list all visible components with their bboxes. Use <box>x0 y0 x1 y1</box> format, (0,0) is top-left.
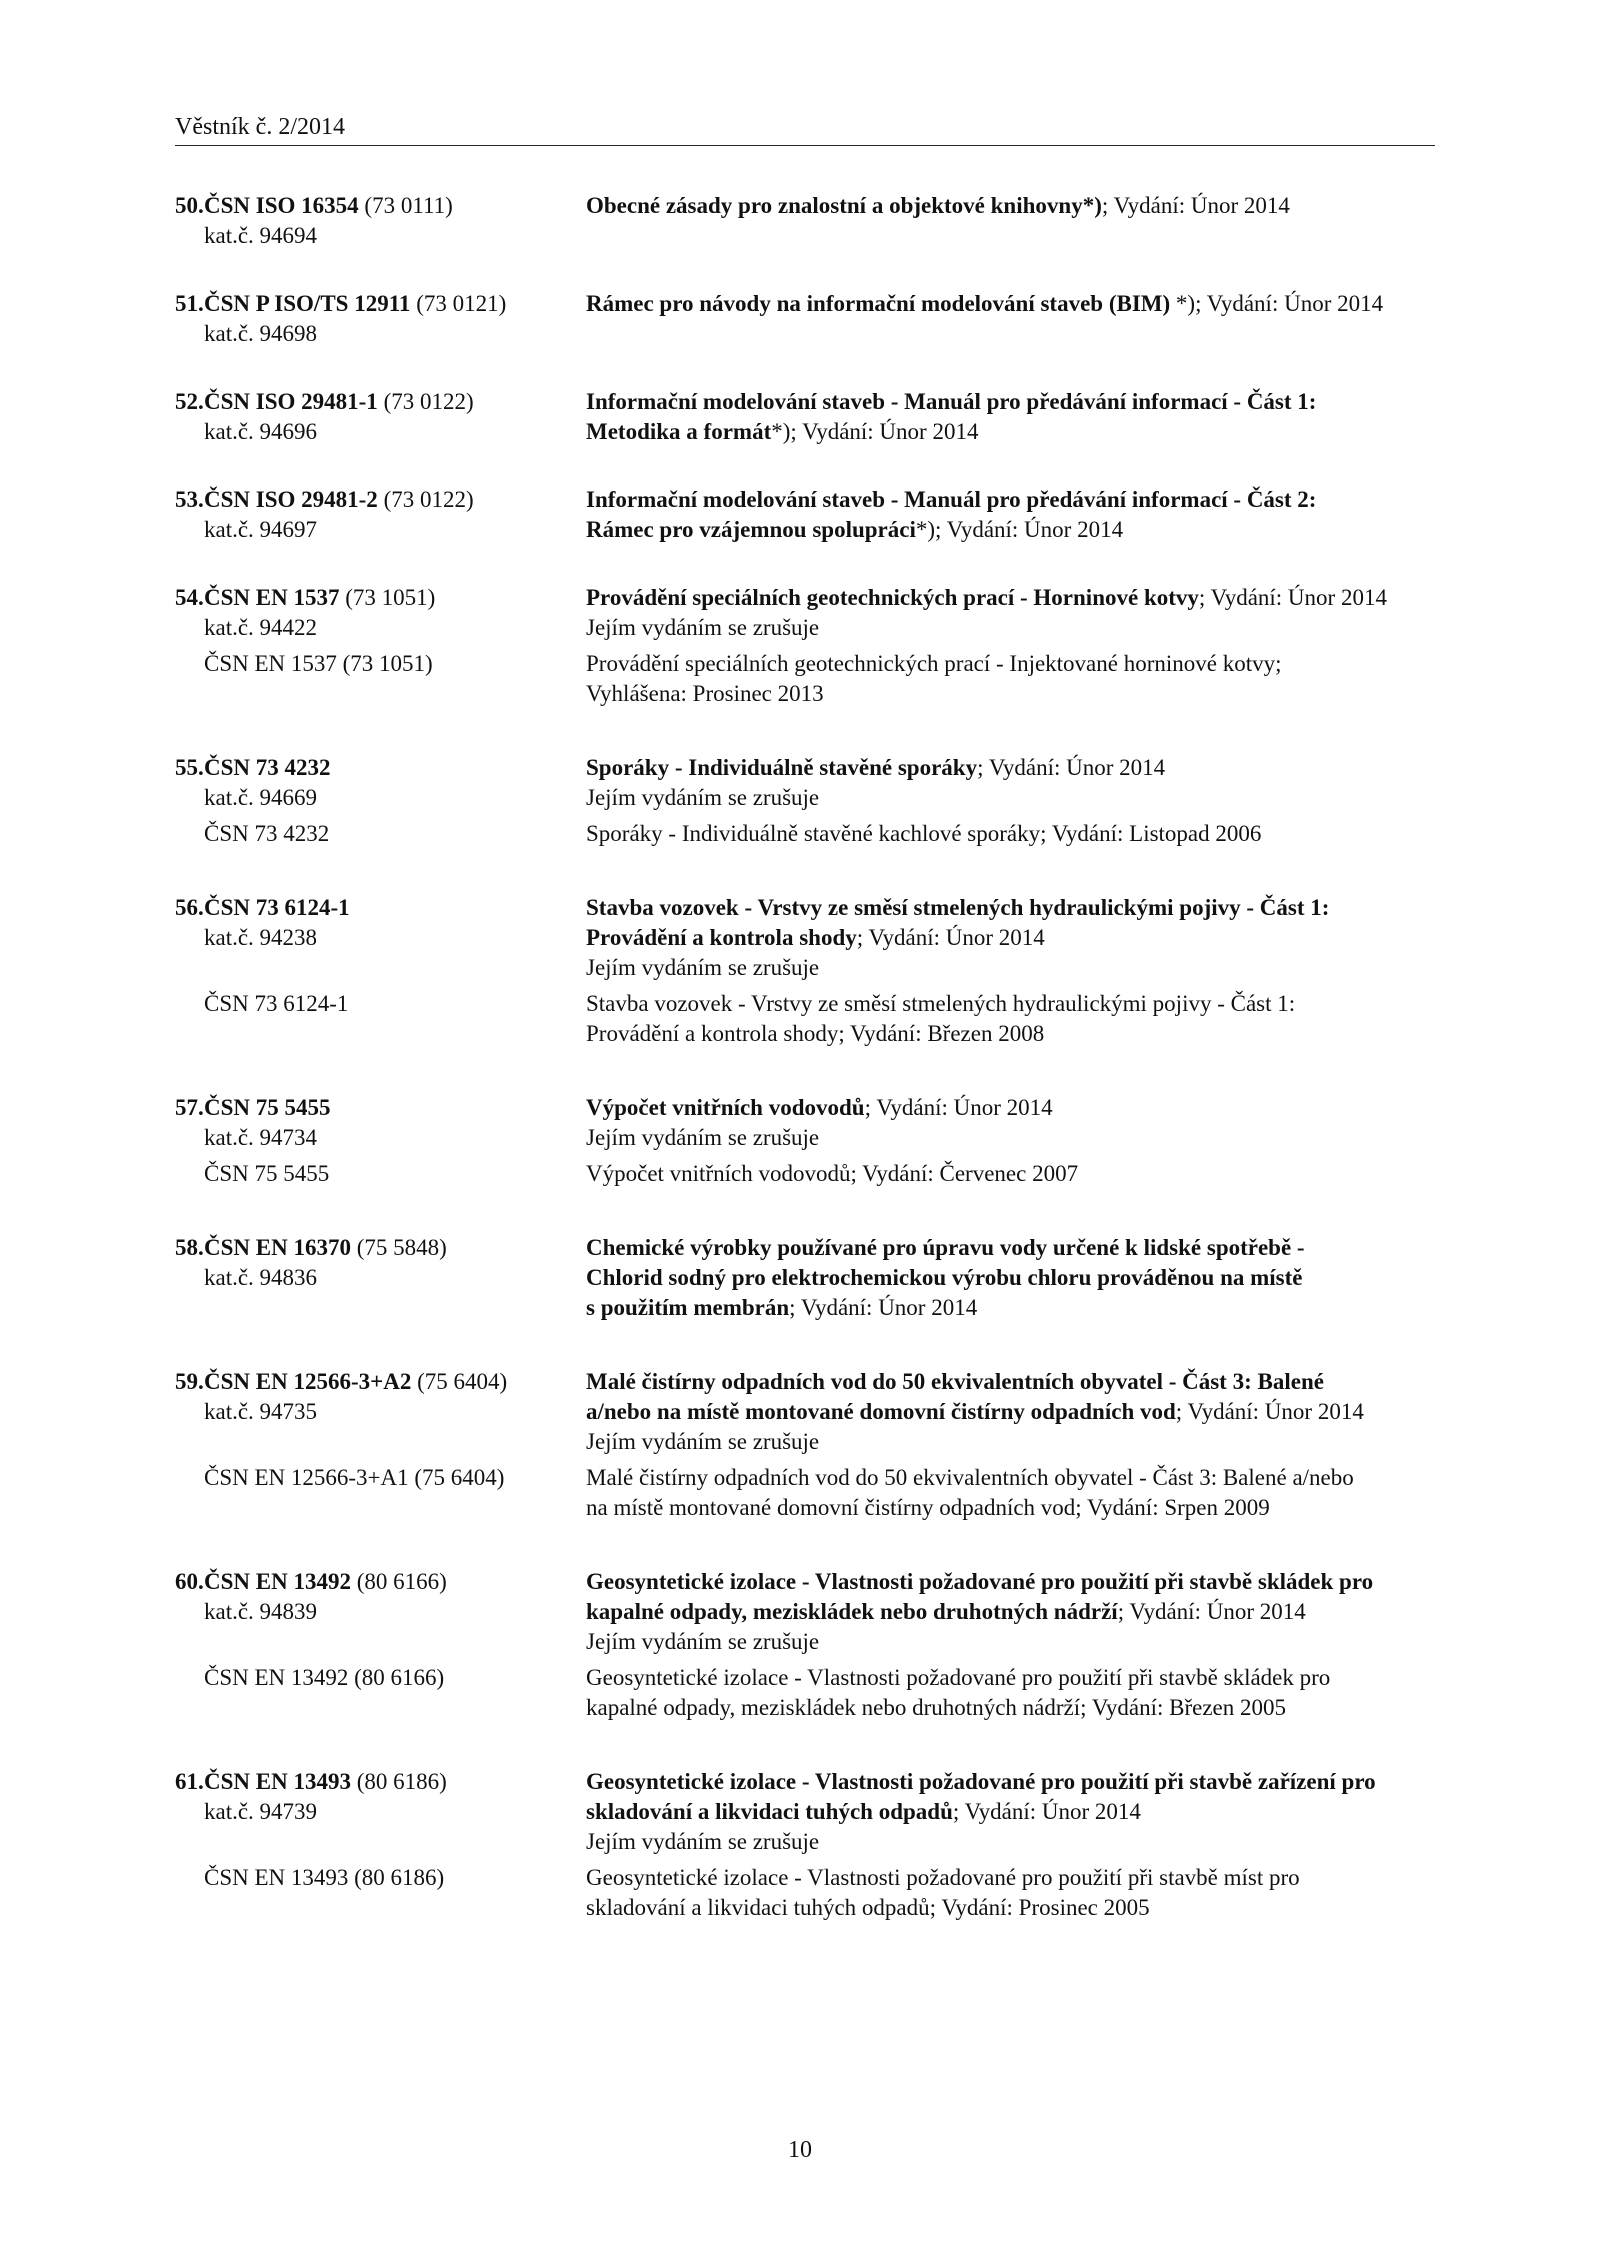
replaced-standard-title: Provádění a kontrola shody; Vydání: Březen 2008 <box>586 1021 1045 1046</box>
issue-date: ; Vydání: Únor 2014 <box>977 755 1166 780</box>
standard-code: ČSN ISO 16354 <box>204 193 359 218</box>
standard-code: ČSN ISO 29481-1 <box>204 389 378 414</box>
standard-title: Provádění a kontrola shody <box>586 925 857 950</box>
entry-number: 60. <box>175 1569 204 1594</box>
replaced-standard-title: Geosyntetické izolace - Vlastnosti požadované pro použití při stavbě míst pro <box>586 1865 1300 1890</box>
standard-classification: (73 1051) <box>339 585 436 610</box>
replaced-standard-code: ČSN 73 6124-1 <box>204 991 349 1016</box>
cancels-note: Jejím vydáním se zrušuje <box>586 955 820 980</box>
standard-entry <box>175 1367 1445 1523</box>
catalog-number: kat.č. 94697 <box>204 517 318 542</box>
standard-entry <box>175 289 1445 349</box>
replaced-standard <box>175 649 1445 709</box>
issue-date: ; Vydání: Únor 2014 <box>952 1799 1141 1824</box>
standard-code: ČSN ISO 29481-2 <box>204 487 378 512</box>
standard-entry <box>175 753 1445 849</box>
replaced-standard-code: ČSN 73 4232 <box>204 821 330 846</box>
standard-classification: (75 5848) <box>350 1235 447 1260</box>
standard-entry <box>175 893 1445 1049</box>
issue-date: ; Vydání: Únor 2014 <box>1117 1599 1306 1624</box>
replaced-standard-title: na místě montované domovní čistírny odpadních vod; Vydání: Srpen 2009 <box>586 1495 1270 1520</box>
cancels-note: Jejím vydáním se zrušuje <box>586 1829 820 1854</box>
replaced-standard-title: Provádění speciálních geotechnických prací - Injektované horninové kotvy; <box>586 651 1282 676</box>
journal-header <box>175 112 1435 146</box>
standard-title-line <box>586 1397 1445 1427</box>
standard-classification: (73 0111) <box>358 193 453 218</box>
standard-title: Sporáky - Individuálně stavěné sporáky <box>586 755 978 780</box>
entry-number: 59. <box>175 1369 204 1394</box>
replaced-standard <box>175 819 1445 849</box>
entry-number: 57. <box>175 1095 204 1120</box>
standard-title-line <box>586 387 1445 417</box>
standard-title: Geosyntetické izolace - Vlastnosti požadované pro použití při stavbě skládek pro <box>586 1569 1374 1594</box>
issue-date: ; Vydání: Únor 2014 <box>1101 193 1290 218</box>
replaced-standard-title: Geosyntetické izolace - Vlastnosti požadované pro použití při stavbě skládek pro <box>586 1665 1331 1690</box>
cancels-note: Jejím vydáním se zrušuje <box>586 615 820 640</box>
standard-title-line <box>586 191 1445 221</box>
standard-entry <box>175 1767 1445 1923</box>
standard-code: ČSN 75 5455 <box>204 1095 331 1120</box>
standard-code: ČSN EN 12566-3+A2 <box>204 1369 412 1394</box>
entry-number: 52. <box>175 389 204 414</box>
standard-title-line <box>586 1093 1445 1123</box>
replaced-standard <box>175 1463 1445 1523</box>
catalog-number: kat.č. 94422 <box>204 615 318 640</box>
standard-title-line <box>586 1597 1445 1627</box>
entry-number: 58. <box>175 1235 204 1260</box>
issue-date: ; Vydání: Únor 2014 <box>1198 585 1387 610</box>
standard-title: Chemické výrobky používané pro úpravu vody určené k lidské spotřebě - <box>586 1235 1305 1260</box>
issue-date: ; Vydání: Únor 2014 <box>864 1095 1053 1120</box>
standard-entry <box>175 191 1445 251</box>
catalog-number: kat.č. 94734 <box>204 1125 318 1150</box>
catalog-number: kat.č. 94696 <box>204 419 318 444</box>
standard-title: s použitím membrán <box>586 1295 790 1320</box>
standard-title-line <box>586 289 1445 319</box>
replaced-standard <box>175 1663 1445 1723</box>
catalog-number: kat.č. 94836 <box>204 1265 318 1290</box>
catalog-number: kat.č. 94735 <box>204 1399 318 1424</box>
replaced-standard <box>175 1159 1445 1189</box>
standard-title: Stavba vozovek - Vrstvy ze směsí stmelených hydraulickými pojivy - Část 1: <box>586 895 1330 920</box>
standard-title-line <box>586 583 1445 613</box>
standard-title: Informační modelování staveb - Manuál pro předávání informací - Část 2: <box>586 487 1317 512</box>
entry-number: 56. <box>175 895 204 920</box>
standard-title-line <box>586 1233 1445 1263</box>
cancels-note: Jejím vydáním se zrušuje <box>586 1629 820 1654</box>
standard-classification: (80 6166) <box>350 1569 447 1594</box>
standard-entry <box>175 1093 1445 1189</box>
standard-title-line <box>586 753 1445 783</box>
standard-classification: (73 0122) <box>377 487 474 512</box>
standard-title-line <box>586 1263 1445 1293</box>
standard-classification: (73 0122) <box>377 389 474 414</box>
standard-title-line <box>586 1293 1445 1323</box>
standard-entry <box>175 1233 1445 1323</box>
standard-title: Malé čistírny odpadních vod do 50 ekvivalentních obyvatel - Část 3: Balené <box>586 1369 1324 1394</box>
page-footer <box>0 2135 1600 2165</box>
issue-date: ; Vydání: Únor 2014 <box>789 1295 978 1320</box>
standard-title: Výpočet vnitřních vodovodů <box>586 1095 865 1120</box>
standard-classification: (80 6186) <box>350 1769 447 1794</box>
issue-date: *); Vydání: Únor 2014 <box>915 517 1124 542</box>
issue-date: ; Vydání: Únor 2014 <box>856 925 1045 950</box>
standard-title-line <box>586 417 1445 447</box>
standard-classification: (73 0121) <box>410 291 507 316</box>
replaced-standard-title: Vyhlášena: Prosinec 2013 <box>586 681 824 706</box>
entry-number: 61. <box>175 1769 204 1794</box>
standard-title: Obecné zásady pro znalostní a objektové knihovny*) <box>586 193 1102 218</box>
standard-entry <box>175 1567 1445 1723</box>
standard-code: ČSN EN 13493 <box>204 1769 351 1794</box>
standard-title: Chlorid sodný pro elektrochemickou výrobu chloru prováděnou na místě <box>586 1265 1303 1290</box>
standard-title-line <box>586 515 1445 545</box>
replaced-standard-title: skladování a likvidaci tuhých odpadů; Vydání: Prosinec 2005 <box>586 1895 1150 1920</box>
replaced-standard-title: Sporáky - Individuálně stavěné kachlové sporáky; Vydání: Listopad 2006 <box>586 821 1262 846</box>
page-number: 10 <box>788 2137 812 2163</box>
replaced-standard <box>175 989 1445 1049</box>
entry-number: 51. <box>175 291 204 316</box>
standard-entry <box>175 485 1445 545</box>
cancels-note: Jejím vydáním se zrušuje <box>586 785 820 810</box>
standard-title-line <box>586 893 1445 923</box>
cancels-note: Jejím vydáním se zrušuje <box>586 1125 820 1150</box>
replaced-standard-title: Malé čistírny odpadních vod do 50 ekvivalentních obyvatel - Část 3: Balené a/nebo <box>586 1465 1354 1490</box>
standard-title: Rámec pro návody na informační modelování staveb (BIM) <box>586 291 1176 316</box>
standard-title-line <box>586 1797 1445 1827</box>
standard-entry <box>175 387 1445 447</box>
replaced-standard-code: ČSN 75 5455 <box>204 1161 330 1186</box>
journal-title: Věstník č. 2/2014 <box>175 114 345 140</box>
replaced-standard-code: ČSN EN 12566-3+A1 (75 6404) <box>204 1465 505 1490</box>
standard-title-line <box>586 1367 1445 1397</box>
replaced-standard-code: ČSN EN 13492 (80 6166) <box>204 1665 445 1690</box>
standard-title-line <box>586 1567 1445 1597</box>
standard-classification: (75 6404) <box>411 1369 508 1394</box>
issue-date: *); Vydání: Únor 2014 <box>1175 291 1384 316</box>
standards-list <box>175 191 1445 1923</box>
standard-title: Rámec pro vzájemnou spolupráci <box>586 517 916 542</box>
catalog-number: kat.č. 94839 <box>204 1599 318 1624</box>
standard-code: ČSN P ISO/TS 12911 <box>204 291 411 316</box>
standard-code: ČSN EN 16370 <box>204 1235 351 1260</box>
standard-code: ČSN 73 6124-1 <box>204 895 350 920</box>
replaced-standard-code: ČSN EN 1537 (73 1051) <box>204 651 433 676</box>
standard-title: Metodika a formát <box>586 419 772 444</box>
standard-title: Geosyntetické izolace - Vlastnosti požadované pro použití při stavbě zařízení pro <box>586 1769 1376 1794</box>
entry-number: 50. <box>175 193 204 218</box>
standard-title: a/nebo na místě montované domovní čistírny odpadních vod <box>586 1399 1176 1424</box>
standard-code: ČSN EN 13492 <box>204 1569 351 1594</box>
standard-entry <box>175 583 1445 709</box>
catalog-number: kat.č. 94694 <box>204 223 318 248</box>
cancels-note: Jejím vydáním se zrušuje <box>586 1429 820 1454</box>
replaced-standard-title: Výpočet vnitřních vodovodů; Vydání: Červenec 2007 <box>586 1161 1079 1186</box>
entry-number: 54. <box>175 585 204 610</box>
standard-title: kapalné odpady, meziskládek nebo druhotných nádrží <box>586 1599 1118 1624</box>
catalog-number: kat.č. 94739 <box>204 1799 318 1824</box>
standard-title: skladování a likvidaci tuhých odpadů <box>586 1799 953 1824</box>
issue-date: *); Vydání: Únor 2014 <box>771 419 979 444</box>
entry-number: 53. <box>175 487 204 512</box>
replaced-standard-title: kapalné odpady, meziskládek nebo druhotných nádrží; Vydání: Březen 2005 <box>586 1695 1287 1720</box>
replaced-standard-title: Stavba vozovek - Vrstvy ze směsí stmelených hydraulickými pojivy - Část 1: <box>586 991 1296 1016</box>
catalog-number: kat.č. 94238 <box>204 925 318 950</box>
standard-code: ČSN EN 1537 <box>204 585 340 610</box>
catalog-number: kat.č. 94698 <box>204 321 318 346</box>
entry-number: 55. <box>175 755 204 780</box>
standard-title-line <box>586 923 1445 953</box>
standard-title-line <box>586 485 1445 515</box>
standard-title: Provádění speciálních geotechnických prací - Horninové kotvy <box>586 585 1199 610</box>
standard-code: ČSN 73 4232 <box>204 755 331 780</box>
replaced-standard-code: ČSN EN 13493 (80 6186) <box>204 1865 445 1890</box>
standard-title: Informační modelování staveb - Manuál pro předávání informací - Část 1: <box>586 389 1317 414</box>
replaced-standard <box>175 1863 1445 1923</box>
catalog-number: kat.č. 94669 <box>204 785 318 810</box>
issue-date: ; Vydání: Únor 2014 <box>1175 1399 1364 1424</box>
standard-title-line <box>586 1767 1445 1797</box>
